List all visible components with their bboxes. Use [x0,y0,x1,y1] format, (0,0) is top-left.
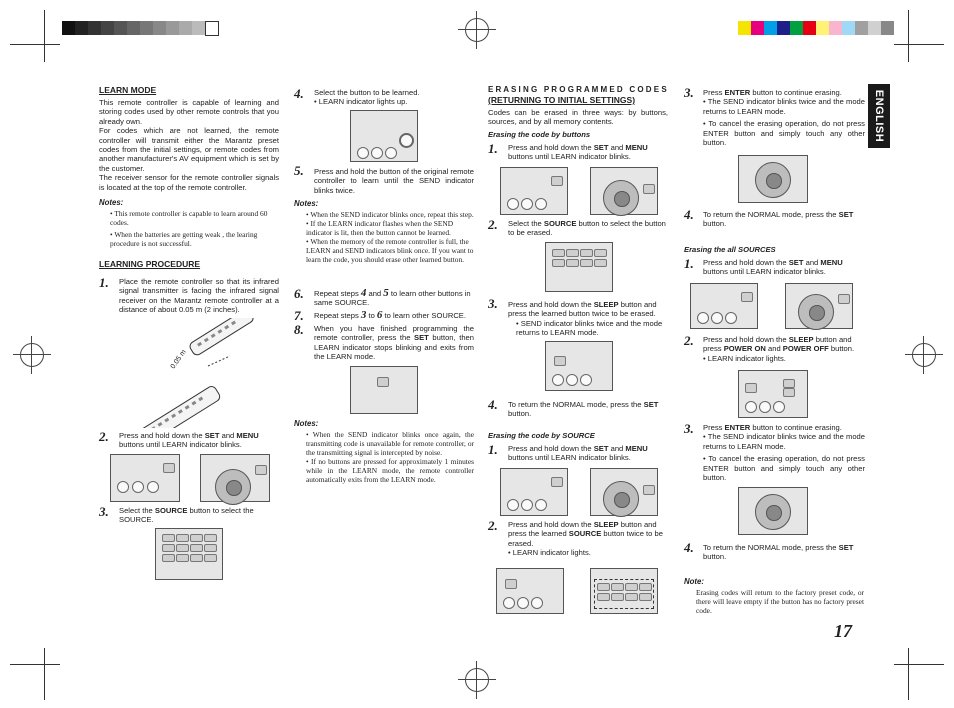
number-button [535,198,547,210]
grayscale-swatch [179,21,192,35]
grayscale-swatch [140,21,153,35]
source-button [566,259,579,267]
step-number: 3. [684,421,694,436]
number-button [725,312,737,324]
source-button [190,534,203,542]
note-item: • When the memory of the remote controller is full, the LEARN and SEND indicators blink once. If you want to learn the code, you should erase other learned button. [306,237,474,264]
step-number: 5. [294,163,304,178]
step-4-instruction: Select the button to be learned. [314,88,420,97]
source-button [176,534,189,542]
crop-mark [908,648,909,700]
learn-mode-text [99,98,279,192]
number-button [507,499,519,511]
erase-s1-text: Press and hold down the SET and MENU buttons until LEARN indicator blinks. [508,444,648,463]
number-button [357,147,369,159]
remote-keypad-figure [110,454,180,502]
registration-mark [912,343,936,367]
grayscale-swatch [127,21,140,35]
source-button [190,554,203,562]
remote-dial-figure [200,454,270,502]
color-swatch [868,21,881,35]
erase-b3-bullet: • SEND indicator blinks twice and the mode returns to LEARN mode. [516,318,663,338]
remote-keypad-figure [350,366,418,414]
number-button [521,499,533,511]
source-button [625,593,638,601]
note-item: • This remote controller is capable to learn around 60 codes. [110,209,268,227]
color-swatch [816,21,829,35]
note-item: • When the SEND indicator blinks once again, the transmitting code is unavailable for remote controller, or the transmitting signal is intercepted by noise. [306,430,475,457]
source-buttons-figure [155,528,223,580]
right-a3-bullets [703,432,865,482]
source-button [204,544,217,552]
source-button [625,583,638,591]
right-r3-bullets [703,97,865,147]
source-button [190,544,203,552]
distance-label: 0.05 m [169,348,188,371]
notes-list [306,430,474,484]
number-button-2 [132,481,144,493]
erase-heading: E R A S I N G P R O G R A M M E D C O D E S [488,85,667,94]
menu-button [643,184,655,194]
enter-dial [755,162,791,198]
bullet-item: • The SEND indicator blinks twice and the mode returns to LEARN mode. [703,432,865,451]
note-text: When the batteries are getting weak , the learing procedure is not successful. [110,230,258,248]
number-button-3 [147,481,159,493]
menu-button [255,465,267,475]
number-button [697,312,709,324]
step-7-text: Repeat steps 3 to 6 to learn other SOURCE. [314,309,466,321]
source-buttons-figure [590,568,658,614]
color-swatch [790,21,803,35]
remote-keypad-figure [500,167,568,215]
cursor-dial [798,294,834,330]
remote-keypad-figure [690,283,758,329]
crop-mark [894,44,944,45]
enter-dial [755,494,791,530]
source-button [580,249,593,257]
step-number: 1. [488,442,498,457]
cursor-dial [603,481,639,517]
grayscale-swatch [62,21,75,35]
source-button [566,249,579,257]
grayscale-swatch [153,21,166,35]
source-button [611,593,624,601]
notes-label: Notes: [99,198,124,207]
right-a4-text: To return the NORMAL mode, press the SET button. [703,543,854,562]
note-item: • When the batteries are getting weak , the learing procedure is not successful. [110,230,258,248]
erase-intro: Codes can be erased in three ways: by buttons, sources, and by all memory contents. [488,108,668,127]
sleep-button [745,383,757,393]
grayscale-swatch [192,21,205,35]
source-button [594,259,607,267]
number-button [521,198,533,210]
number-button [711,312,723,324]
step-number: 3. [99,504,109,519]
crop-mark [894,664,944,665]
crop-mark [10,664,60,665]
step-number: 2. [684,333,694,348]
step-number: 7. [294,308,304,323]
sleep-button [505,579,517,589]
remote-dial-figure [785,283,853,329]
source-button [176,554,189,562]
source-buttons-figure [545,242,613,292]
remote-keypad-figure [738,370,808,418]
notes-label: Notes: [294,419,319,428]
learn-mode-paragraph: The receiver sensor for the remote controller signals is located at the top of the remote controller. [99,173,279,192]
erase-b4-text: To return the NORMAL mode, press the SET button. [508,400,659,419]
right-a1-text: Press and hold down the SET and MENU buttons until LEARN indicator blinks. [703,258,843,277]
remote-keypad-figure [350,110,418,162]
step-number: 1. [684,256,694,271]
note-text: This remote controller is capable to learn around 60 codes. [110,209,268,227]
color-swatch [777,21,790,35]
erase-subheading: (RETURNING TO INITIAL SETTINGS) [488,95,636,105]
step-number: 4. [684,540,694,555]
notes-list [306,210,474,264]
step-4-text [314,88,474,107]
color-swatch [764,21,777,35]
remote-keypad-figure [545,341,613,391]
note-text: Erasing codes will return to the factory preset code, or there will leave empty if the button has no factory preset code. [696,588,864,615]
set-button [163,463,175,473]
grayscale-swatch [88,21,101,35]
right-a2-text: Press and hold down the SLEEP button and press POWER ON and POWER OFF button. • LEARN indicator lights. [703,335,865,363]
language-tab [868,84,890,148]
number-button [535,499,547,511]
notes-label: Notes: [294,199,319,208]
step-number: 2. [488,518,498,533]
sleep-button [554,356,566,366]
number-button [385,147,397,159]
all-sources-label: Erasing the all SOURCES [684,245,776,254]
number-button [517,597,529,609]
note-item: • If no buttons are pressed for approximately 1 minutes while in the LEARN mode, the remote controller automatically exits from the LEARN mode. [306,457,475,484]
step-number: 3. [684,85,694,100]
number-button [503,597,515,609]
menu-button [838,294,850,304]
step-number: 1. [99,275,109,290]
source-button [204,534,217,542]
set-button [741,292,753,302]
source-button [162,554,175,562]
step-number: 1. [488,141,498,156]
note-item: • When the SEND indicator blinks once, repeat this step. [306,210,474,219]
registration-mark [465,18,489,42]
learn-mode-heading: LEARN MODE [99,85,157,95]
remote-controllers-illustration [104,318,284,428]
by-buttons-label: Erasing the code by buttons [488,130,591,139]
step-5-text: Press and hold the button of the original remote controller to learn until the SEND indicator blinks twice. [314,167,474,195]
note-label: Note: [684,577,704,586]
remote-dial-figure [738,487,808,535]
source-button [597,593,610,601]
step-number: 4. [294,86,304,101]
color-swatch [829,21,842,35]
erase-s2-bullet: • LEARN indicator lights. [508,548,591,558]
step-3-text: Select the SOURCE button to select the SOURCE. [119,506,254,525]
source-button [611,583,624,591]
source-button [204,554,217,562]
color-swatch [881,21,894,35]
cursor-dial [215,469,251,505]
crop-mark [10,44,60,45]
erase-b3-text: Press and hold down the SLEEP button and press the learned button twice to be erased. • SEND indicator blinks twice and the mode returns to LEARN mode. [508,300,670,338]
learn-mode-paragraph: This remote controller is capable of learning and storing codes used by other remote controls that you already own. [99,98,279,126]
erase-b2-text: Select the SOURCE button to select the button to be erased. [508,219,666,238]
step-2-text: Press and hold down the SET and MENU buttons until LEARN indicator blinks. [119,431,259,450]
number-button-1 [117,481,129,493]
step-6-text: Repeat steps 4 and 5 to learn other buttons in same SOURCE. [314,287,471,308]
remote-dial-figure [590,167,658,215]
grayscale-swatch [75,21,88,35]
remote-keypad-figure [500,468,568,516]
source-button [639,593,652,601]
color-swatch [842,21,855,35]
remote-keypad-figure [496,568,564,614]
notes-list [110,209,280,248]
source-button [580,259,593,267]
number-button [566,374,578,386]
number-button [552,374,564,386]
number-button [745,401,757,413]
grayscale-swatch [166,21,179,35]
grayscale-swatch [114,21,127,35]
step-number: 6. [294,286,304,301]
number-button [531,597,543,609]
right-a3-text: Press ENTER button to continue erasing. • The SEND indicator blinks twice and the mode returns to LEARN mode. • To cancel the erasing operation, do not press ENTER button and simply touch any other button. [703,423,865,483]
step-number: 4. [684,207,694,222]
step-1-text: Place the remote controller so that its infrared signal transmitter is facing the infrared signal receiver on the Marantz remote controller at a distance of about 0.05 m (2 inches). [119,277,279,315]
source-button [162,534,175,542]
source-button [552,249,565,257]
erase-b1-text: Press and hold down the SET and MENU buttons until LEARN indicator blinks. [508,143,648,162]
page-number: 17 [834,621,852,641]
source-button [594,249,607,257]
right-r4-text: To return the NORMAL mode, press the SET button. [703,210,854,229]
source-button [162,544,175,552]
step-number: 2. [99,429,109,444]
crop-mark [44,648,45,700]
number-button [371,147,383,159]
step-number: 4. [488,397,498,412]
number-button [580,374,592,386]
power-off-button [783,388,795,397]
number-button [773,401,785,413]
step-number: 2. [488,217,498,232]
step-number: 8. [294,322,304,337]
remote-dial-figure [738,155,808,203]
source-button [176,544,189,552]
selected-button [399,133,414,148]
number-button [507,198,519,210]
power-on-button [783,379,795,388]
learning-procedure-heading: LEARNING PROCEDURE [99,259,201,269]
color-swatch [803,21,816,35]
grayscale-swatch [205,21,219,36]
set-button [551,477,563,487]
set-button [377,377,389,387]
number-button [759,401,771,413]
crop-mark [908,10,909,62]
right-r3-text: Press ENTER button to continue erasing. • The SEND indicator blinks twice and the mode returns to LEARN mode. • To cancel the erasing operation, do not press ENTER button and simply touch any other button. [703,88,865,148]
step-number: 3. [488,296,498,311]
menu-button [643,485,655,495]
registration-mark [465,668,489,692]
grayscale-swatch [101,21,114,35]
language-tab-label: ENGLISH [873,89,885,143]
source-button [639,583,652,591]
bullet-item: • To cancel the erasing operation, do not press ENTER button and simply touch any other button. [703,454,865,483]
bullet-item: • To cancel the erasing operation, do not press ENTER button and simply touch any other button. [703,119,865,148]
by-source-label: Erasing the code by SOURCE [488,431,595,440]
color-swatch [751,21,764,35]
set-button [551,176,563,186]
bullet-item: • The SEND indicator blinks twice and the mode returns to LEARN mode. [703,97,865,116]
crop-mark [44,10,45,62]
registration-mark [20,343,44,367]
erase-s2-text: Press and hold down the SLEEP button and press the learned SOURCE button twice to be erased. • LEARN indicator lights. [508,520,670,558]
right-a2-bullet: • LEARN indicator lights. [703,353,786,363]
color-swatch [738,21,751,35]
color-swatch [855,21,868,35]
step-4-bullet: • LEARN indicator lights up. [314,97,408,107]
source-button [597,583,610,591]
note-item: • If the LEARN indicator flashes when the SEND indicator is lit, then the button cannot be learned. [306,219,454,237]
cursor-dial [603,180,639,216]
source-button [552,259,565,267]
learn-mode-paragraph: For codes which are not learned, the remote controller will transmit either the Marantz preset codes from the initial settings, or remote codes from another manufacturer's AV equipment which is set by the customer. [99,126,279,173]
step-8-text: When you have finished programming the remote controller, press the SET button, then LEARN indicator stops blinking and exits from the LEARN mode. [314,324,474,362]
remote-dial-figure [590,468,658,516]
